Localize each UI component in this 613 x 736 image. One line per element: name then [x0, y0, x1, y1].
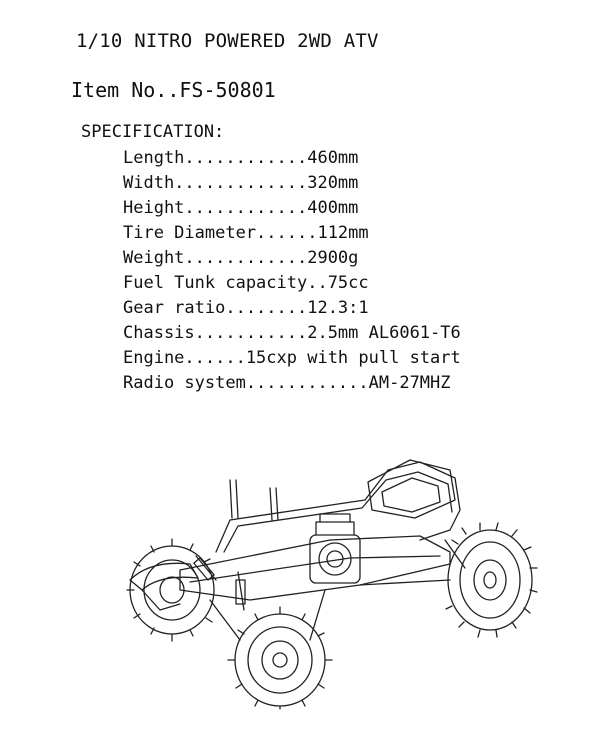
spec-list: [123, 146, 461, 396]
atv-illustration-icon: [120, 440, 540, 710]
spec-heading: SPECIFICATION:: [81, 122, 225, 142]
spec-weight: Weight............2900g: [123, 248, 359, 268]
document-title: 1/10 NITRO POWERED 2WD ATV: [76, 30, 379, 52]
item-number: Item No..FS-50801: [71, 78, 276, 102]
spec-chassis: Chassis...........2.5mm AL6061-T6: [123, 323, 461, 343]
spec-height: Height............400mm: [123, 198, 359, 218]
spec-fuel-capacity: Fuel Tunk capacity..75cc: [123, 273, 369, 293]
spec-width: Width.............320mm: [123, 173, 359, 193]
spec-radio-system: Radio system............AM-27MHZ: [123, 373, 451, 393]
spec-length: Length............460mm: [123, 148, 359, 168]
spec-gear-ratio: Gear ratio........12.3:1: [123, 298, 369, 318]
spec-engine: Engine......15cxp with pull start: [123, 348, 461, 368]
spec-tire-diameter: Tire Diameter......112mm: [123, 223, 369, 243]
